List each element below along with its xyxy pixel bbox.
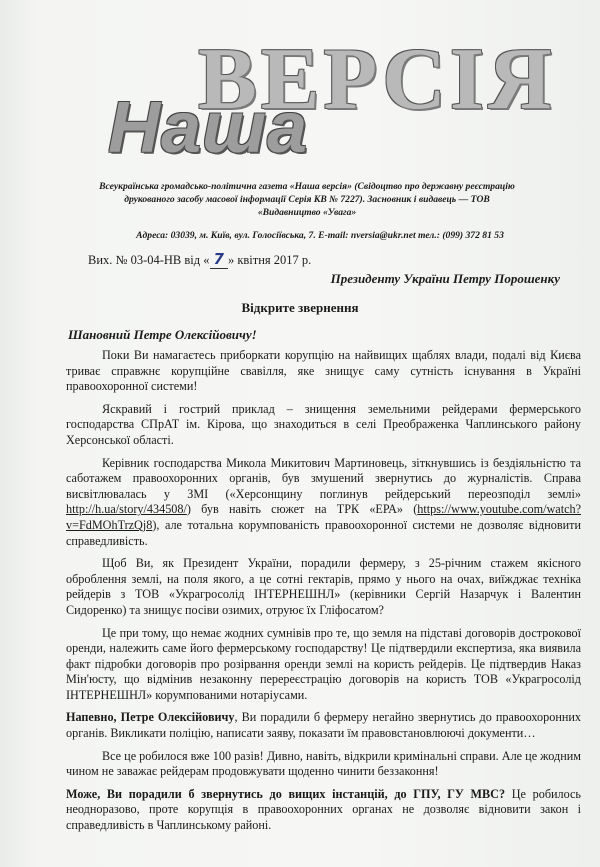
letter-title: Відкрите звернення [241, 300, 359, 315]
letter-body [66, 348, 581, 841]
paragraph-8-rest: Це робилось неодноразово, проте корупція в правоохоронних органах не дозволяє відновити закон і справедливість в Чаплинському районі. [66, 786, 581, 833]
outgoing-reference [88, 250, 311, 269]
paragraph-7: Все це робилося вже 100 разів! Дивно, навіть, відкрили кримінальні справи. Але це жодним чином не заважає рейдерам продовжувати щоденно чинити беззаконня! [66, 748, 581, 779]
paragraph-6-rest: , Ви порадили б фермеру негайно звернутись до правоохоронних органів. Викликати поліцію, написати заяву, показати їм правовстановлюючі документи… [66, 710, 581, 741]
newspaper-logo [88, 30, 556, 170]
paragraph-5: Це при тому, що немає жодних сумнівів про те, що земля на підставі договорів дострокової оренди, належить саме його фермерському господарству! Це підтвердили експертиза, яка виявила факт підробки договорів про розірвання оренди землі на користь рейдерів. Це підтвердив Наказ Мін'юсту, що відмінив незаконну перереєстрацію договорів на користь ТОВ «Украгросолід ІНТЕРНЕШНЛ» корумпованими нотаріусами. [66, 625, 581, 702]
paragraph-4: Щоб Ви, як Президент України, порадили фермеру, з 25-річним стажем якісного оброблення землі, на поля якого, а це сотні гектарів, прямо у нього на очах, виїжджає техніка рейдерів з ТОВ «Украгросолід ІНТЕРНЕШНЛ» (керівники Сергій Назарчук і Валентин Сидоренко) та знищує посіви озимих, отруює їх Гліфосатом? [66, 556, 581, 617]
paragraph-8 [66, 787, 581, 834]
paragraph-1: Поки Ви намагаєтесь приборкати корупцію на найвищих щаблях влади, подалі від Києва триває справжнє корупційне свавілля, яке знищує саму сутність існування в Україні правоохоронної системи! [66, 348, 581, 394]
paragraph-3-text-c: ), але тотальна корумпованість правоохоронної системи не дозволяє відновити справедливість. [66, 517, 581, 548]
publisher-address: Адреса: 03039, м. Київ, вул. Голосіївська, 7. E-mail: nversia@ukr.net тел.: (099) 372 81 53 [136, 230, 504, 241]
reference-day-handwritten: 7 [210, 250, 228, 269]
logo-word-nasha: Наша [108, 88, 309, 168]
paragraph-6 [66, 710, 581, 741]
logo-word-versia: ВЕРСІЯ [198, 31, 556, 128]
paragraph-2: Яскравий і гострий приклад – знищення земельними рейдерами фермерського господарства СПрАТ ім. Кірова, що знаходиться в селі Преображенка Чаплинського району Херсонської області. [66, 401, 581, 447]
publisher-info: Всеукраїнська громадсько-політична газета «Наша версія» (Свідоцтво про державну реєстрацію друкованого засобу масової інформації Серія КВ № 7227). Засновник і видавець — ТОВ «Видавництво «Увага» [99, 181, 515, 218]
paragraph-3-text-b: ) був навіть сюжет на ТРК «ЕРА» ( [186, 502, 418, 517]
youtube-link[interactable]: https://www.youtube.com/watch?v=FdMOhTrzQj8 [66, 502, 581, 532]
story-link[interactable]: http://h.ua/story/434508/ [66, 502, 187, 517]
addressee: Президенту України Петру Порошенку [330, 271, 560, 286]
paragraph-3 [66, 456, 581, 550]
paragraph-3-text-a: Керівник господарства Микола Микитович Мартиновець, зіткнувшись із бездіяльністю та саботажем правоохоронних органів, був змушений звернутись до журналістів. Справа висвітлювалась у ЗМІ («Херсонщину поглинув рейдерський переозподіл землі» [66, 455, 581, 501]
paragraph-8-bold: Може, Ви порадили б звернутись до вищих інстанцій, до ГПУ, ГУ МВС? [66, 786, 506, 801]
reference-prefix: Вих. № 03-04-НВ від « [88, 253, 210, 267]
paragraph-6-bold: Напевно, Петре Олексійовичу [66, 710, 235, 725]
reference-suffix: » квітня 2017 р. [227, 253, 312, 267]
greeting: Шановний Петре Олексійовичу! [68, 327, 257, 342]
